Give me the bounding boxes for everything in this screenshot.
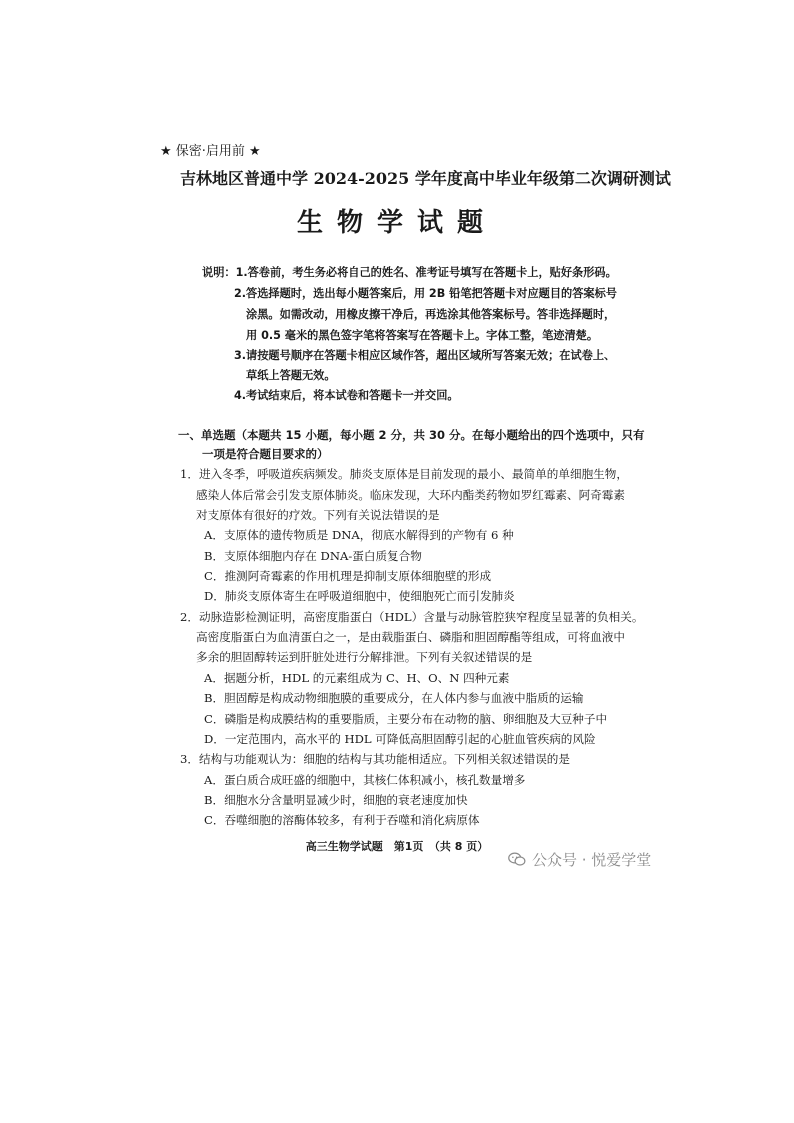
note-line-4: 用 0.5 毫米的黑色签字笔将答案写在答题卡上。字体工整，笔迹清楚。 xyxy=(246,329,599,342)
note-line-3: 涂黑。如需改动，用橡皮擦干净后，再选涂其他答案标号。答非选择题时， xyxy=(246,308,616,321)
note-line-1: 说明：1.答卷前，考生务必将自己的姓名、准考证号填写在答题卡上，贴好条形码。 xyxy=(202,266,617,279)
question-1-stem: 1．进入冬季，呼吸道疾病频发。肺炎支原体是目前发现的最小、最简单的单细胞生物， xyxy=(180,467,628,481)
question-1-stem: 对支原体有很好的疗效。下列有关说法错误的是 xyxy=(196,508,440,522)
question-2-option-d: D．一定范围内，高水平的 HDL 可降低高胆固醇引起的心脏血管疾病的风险 xyxy=(204,732,596,746)
question-3-stem: 3．结构与功能观认为：细胞的结构与其功能相适应。下列相关叙述错误的是 xyxy=(180,752,570,766)
wechat-icon xyxy=(508,852,526,867)
section-heading: 一、单选题（本题共 15 小题，每小题 2 分，共 30 分。在每小题给出的四个选项中，只有 xyxy=(178,428,645,442)
question-1-option-a: A．支原体的遗传物质是 DNA，彻底水解得到的产物有 6 种 xyxy=(204,528,514,542)
question-3-option-b: B．细胞水分含量明显减少时，细胞的衰老速度加快 xyxy=(204,793,468,807)
question-1-option-d: D．肺炎支原体寄生在呼吸道细胞中，使细胞死亡而引发肺炎 xyxy=(204,589,515,603)
question-2-option-b: B．胆固醇是构成动物细胞膜的重要成分，在人体内参与血液中脂质的运输 xyxy=(204,691,584,705)
question-1-option-c: C．推测阿奇霉素的作用机理是抑制支原体细胞壁的形成 xyxy=(204,569,492,583)
question-1-stem: 感染人体后常会引发支原体肺炎。临床发现，大环内酯类药物如罗红霉素、阿奇霉素 xyxy=(196,488,625,502)
question-3-option-a: A．蛋白质合成旺盛的细胞中，其核仁体积减小，核孔数量增多 xyxy=(204,773,526,787)
note-line-5: 3.请按题号顺序在答题卡相应区域作答，超出区域所写答案无效；在试卷上、 xyxy=(234,349,616,362)
note-line-6: 草纸上答题无效。 xyxy=(246,369,336,382)
watermark xyxy=(508,849,651,870)
question-2-stem: 多余的胆固醇转运到肝脏处进行分解排泄。下列有关叙述错误的是 xyxy=(196,650,533,664)
note-line-7: 4.考试结束后，将本试卷和答题卡一并交回。 xyxy=(234,389,459,402)
question-3-option-c: C．吞噬细胞的溶酶体较多，有利于吞噬和消化病原体 xyxy=(204,813,480,827)
question-2-option-c: C．磷脂是构成膜结构的重要脂质，主要分布在动物的脑、卵细胞及大豆种子中 xyxy=(204,712,608,726)
confidential-label: ★ 保密·启用前 ★ xyxy=(160,144,261,159)
question-2-option-a: A．据题分析，HDL 的元素组成为 C、H、O、N 四种元素 xyxy=(204,671,510,685)
exam-title: 吉林地区普通中学 2024-2025 学年度高中毕业年级第二次调研测试 xyxy=(180,169,671,188)
subject-title: 生物学试题 xyxy=(296,208,497,238)
question-2-stem: 2．动脉造影检测证明，高密度脂蛋白（HDL）含量与动脉管腔狭窄程度呈显著的负相关。 xyxy=(180,610,644,624)
question-2-stem: 高密度脂蛋白为血清蛋白之一，是由载脂蛋白、磷脂和胆固醇酯等组成，可将血液中 xyxy=(196,630,625,644)
watermark-text: 公众号 · 悦爱学堂 xyxy=(532,851,652,869)
section-heading-cont: 一项是符合题目要求的） xyxy=(202,447,329,461)
note-line-2: 2.答选择题时，选出每小题答案后，用 2B 铅笔把答题卡对应题目的答案标号 xyxy=(234,287,617,300)
question-1-option-b: B．支原体细胞内存在 DNA-蛋白质复合物 xyxy=(204,549,422,563)
page-footer: 高三生物学试题 第1页 （共 8 页） xyxy=(305,840,489,853)
